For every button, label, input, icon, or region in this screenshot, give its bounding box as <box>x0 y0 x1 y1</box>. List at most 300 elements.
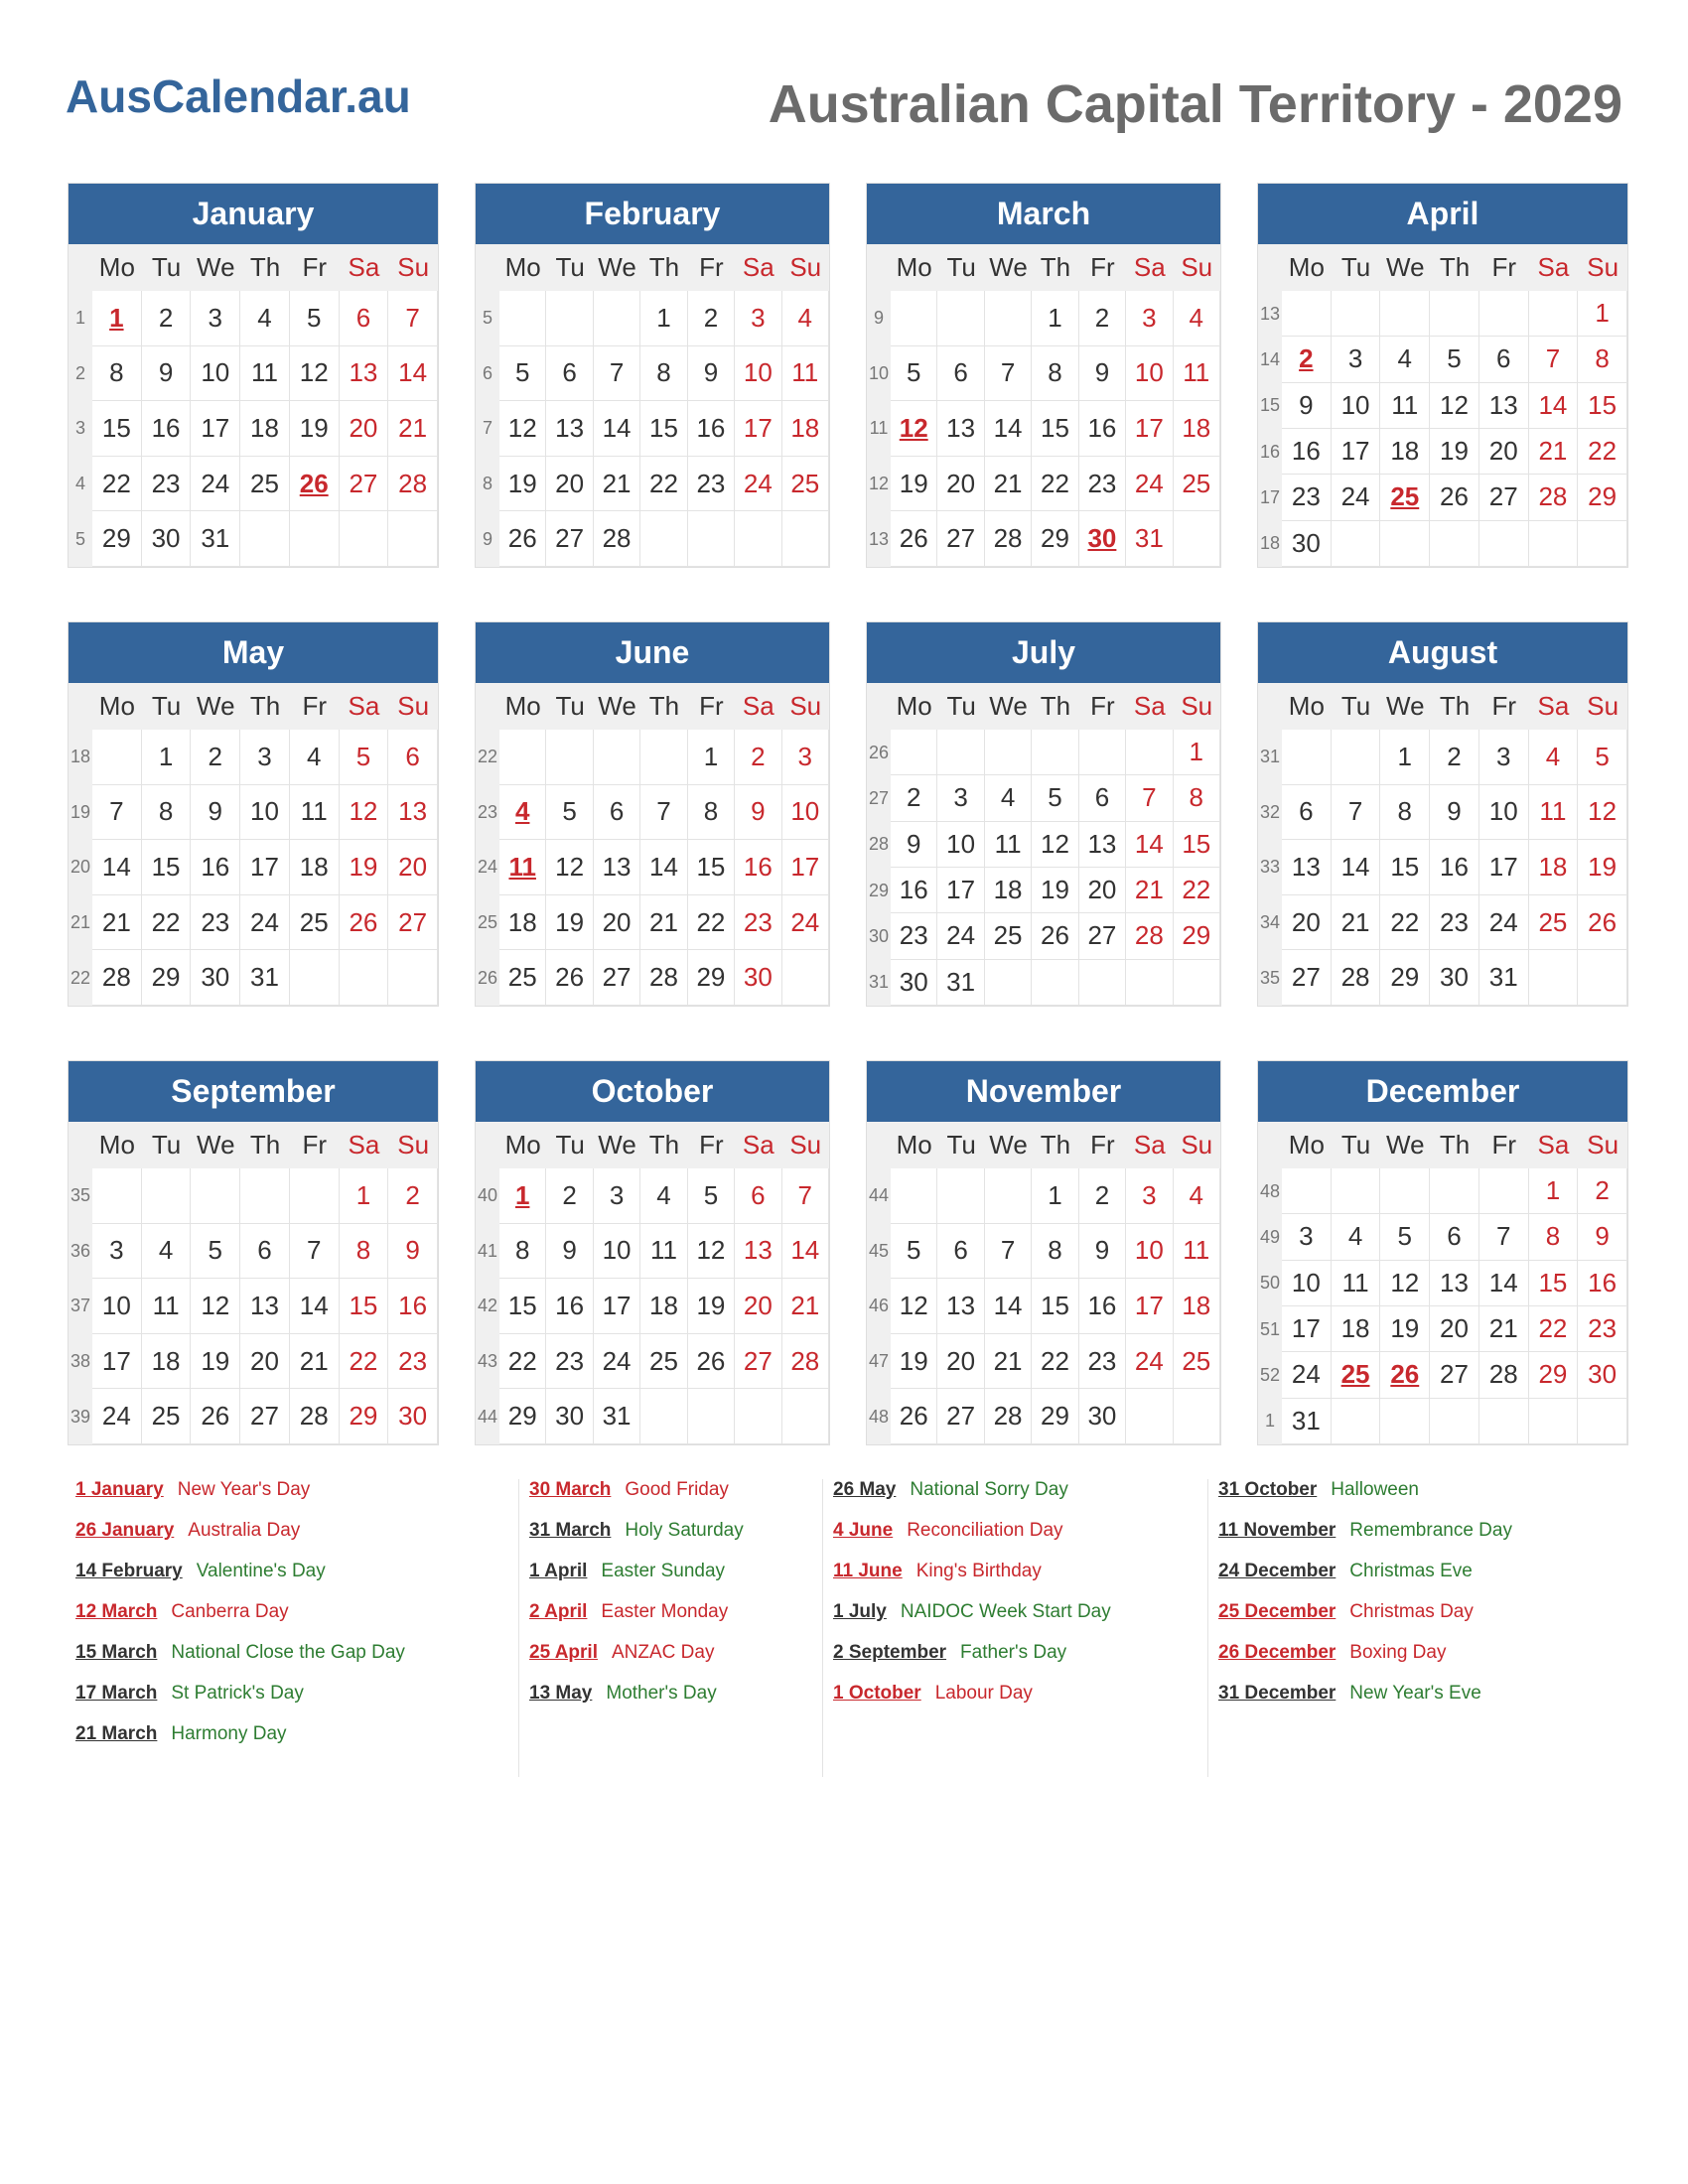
day-cell[interactable]: 22 <box>1578 429 1627 475</box>
day-cell[interactable]: 12 <box>1380 1261 1430 1306</box>
day-cell[interactable]: 10 <box>92 1279 142 1334</box>
day-cell[interactable]: 25 <box>985 913 1032 959</box>
day-cell[interactable]: 6 <box>340 291 389 346</box>
day-cell[interactable]: 5 <box>1430 337 1479 382</box>
holiday-date-link[interactable]: 15 March <box>75 1642 158 1663</box>
day-cell[interactable]: 18 <box>1332 1306 1381 1352</box>
day-cell[interactable]: 5 <box>688 1168 735 1224</box>
day-cell[interactable]: 7 <box>985 1224 1032 1280</box>
day-cell[interactable]: 29 <box>499 1389 546 1444</box>
day-cell[interactable]: 10 <box>1282 1261 1332 1306</box>
day-cell[interactable]: 27 <box>735 1334 781 1390</box>
holiday-date-link[interactable]: 25 April <box>529 1642 598 1663</box>
day-cell[interactable]: 3 <box>1126 291 1173 346</box>
day-cell[interactable]: 15 <box>1578 383 1627 429</box>
day-cell[interactable]: 17 <box>594 1279 640 1334</box>
day-cell[interactable]: 20 <box>546 457 593 512</box>
day-cell[interactable]: 13 <box>937 401 984 457</box>
day-cell[interactable]: 15 <box>1032 401 1078 457</box>
day-cell[interactable]: 18 <box>1174 1279 1220 1334</box>
day-cell[interactable]: 31 <box>594 1389 640 1444</box>
day-cell[interactable]: 31 <box>191 511 240 567</box>
day-cell[interactable]: 9 <box>891 822 937 868</box>
holiday-date-link[interactable]: 26 May <box>833 1479 897 1500</box>
day-cell[interactable]: 21 <box>1479 1306 1529 1352</box>
day-cell[interactable]: 11 <box>142 1279 192 1334</box>
day-cell[interactable]: 30 <box>191 950 240 1006</box>
day-cell[interactable]: 21 <box>985 1334 1032 1390</box>
day-cell[interactable]: 2 <box>142 291 192 346</box>
day-cell[interactable]: 26 <box>499 511 546 567</box>
day-cell[interactable]: 6 <box>937 1224 984 1280</box>
day-cell[interactable]: 5 <box>891 1224 937 1280</box>
day-cell[interactable]: 12 <box>688 1224 735 1280</box>
holiday-date-link[interactable]: 17 March <box>75 1683 158 1704</box>
day-cell[interactable]: 6 <box>1079 775 1126 821</box>
day-cell[interactable]: 16 <box>546 1279 593 1334</box>
day-cell[interactable]: 1 <box>340 1168 389 1224</box>
day-cell[interactable]: 24 <box>1282 1352 1332 1398</box>
day-cell[interactable]: 14 <box>594 401 640 457</box>
day-cell[interactable]: 11 <box>1380 383 1430 429</box>
day-cell[interactable]: 11 <box>290 785 340 841</box>
day-cell[interactable]: 19 <box>1578 840 1627 895</box>
day-cell[interactable]: 25 <box>290 895 340 951</box>
day-cell[interactable]: 13 <box>546 401 593 457</box>
day-cell[interactable]: 9 <box>546 1224 593 1280</box>
day-cell[interactable]: 8 <box>92 346 142 402</box>
day-cell[interactable]: 30 <box>891 960 937 1006</box>
day-cell[interactable]: 2 <box>546 1168 593 1224</box>
holiday-date-link[interactable]: 4 June <box>833 1520 894 1541</box>
day-cell[interactable]: 29 <box>92 511 142 567</box>
day-cell[interactable]: 8 <box>688 785 735 841</box>
day-cell[interactable]: 18 <box>240 401 290 457</box>
day-cell[interactable]: 14 <box>1332 840 1381 895</box>
day-cell[interactable]: 12 <box>546 840 593 895</box>
day-cell[interactable]: 18 <box>499 895 546 951</box>
day-cell[interactable]: 23 <box>1282 475 1332 520</box>
day-cell[interactable]: 7 <box>1126 775 1173 821</box>
day-cell[interactable]: 11 <box>782 346 829 402</box>
day-cell[interactable]: 4 <box>499 785 546 841</box>
day-cell[interactable]: 4 <box>1380 337 1430 382</box>
day-cell[interactable]: 15 <box>142 840 192 895</box>
day-cell[interactable]: 4 <box>1174 1168 1220 1224</box>
holiday-date-link[interactable]: 13 May <box>529 1683 593 1704</box>
day-cell[interactable]: 13 <box>340 346 389 402</box>
day-cell[interactable]: 4 <box>640 1168 687 1224</box>
day-cell[interactable]: 21 <box>594 457 640 512</box>
day-cell[interactable]: 5 <box>340 730 389 785</box>
day-cell[interactable]: 3 <box>782 730 829 785</box>
day-cell[interactable]: 26 <box>1032 913 1078 959</box>
day-cell[interactable]: 26 <box>290 457 340 512</box>
day-cell[interactable]: 30 <box>1430 950 1479 1006</box>
day-cell[interactable]: 5 <box>1578 730 1627 785</box>
day-cell[interactable]: 26 <box>191 1389 240 1444</box>
holiday-date-link[interactable]: 12 March <box>75 1601 158 1622</box>
day-cell[interactable]: 14 <box>985 401 1032 457</box>
day-cell[interactable]: 17 <box>1282 1306 1332 1352</box>
day-cell[interactable]: 31 <box>1479 950 1529 1006</box>
day-cell[interactable]: 15 <box>688 840 735 895</box>
day-cell[interactable]: 3 <box>594 1168 640 1224</box>
day-cell[interactable]: 12 <box>290 346 340 402</box>
day-cell[interactable]: 19 <box>891 1334 937 1390</box>
day-cell[interactable]: 20 <box>1079 868 1126 913</box>
day-cell[interactable]: 27 <box>340 457 389 512</box>
day-cell[interactable]: 14 <box>290 1279 340 1334</box>
day-cell[interactable]: 28 <box>985 1389 1032 1444</box>
day-cell[interactable]: 2 <box>191 730 240 785</box>
day-cell[interactable]: 10 <box>1126 346 1173 402</box>
day-cell[interactable]: 30 <box>142 511 192 567</box>
day-cell[interactable]: 16 <box>1079 1279 1126 1334</box>
day-cell[interactable]: 4 <box>1529 730 1579 785</box>
day-cell[interactable]: 7 <box>640 785 687 841</box>
day-cell[interactable]: 11 <box>1174 1224 1220 1280</box>
day-cell[interactable]: 29 <box>1032 511 1078 567</box>
day-cell[interactable]: 15 <box>1529 1261 1579 1306</box>
day-cell[interactable]: 23 <box>142 457 192 512</box>
day-cell[interactable]: 21 <box>92 895 142 951</box>
day-cell[interactable]: 5 <box>290 291 340 346</box>
day-cell[interactable]: 25 <box>782 457 829 512</box>
holiday-date-link[interactable]: 1 April <box>529 1561 588 1581</box>
day-cell[interactable]: 26 <box>1380 1352 1430 1398</box>
day-cell[interactable]: 8 <box>1529 1214 1579 1260</box>
day-cell[interactable]: 14 <box>1529 383 1579 429</box>
day-cell[interactable]: 20 <box>240 1334 290 1390</box>
day-cell[interactable]: 16 <box>735 840 781 895</box>
day-cell[interactable]: 2 <box>735 730 781 785</box>
day-cell[interactable]: 4 <box>782 291 829 346</box>
day-cell[interactable]: 15 <box>1380 840 1430 895</box>
day-cell[interactable]: 6 <box>240 1224 290 1280</box>
day-cell[interactable]: 21 <box>1332 895 1381 951</box>
day-cell[interactable]: 17 <box>937 868 984 913</box>
day-cell[interactable]: 7 <box>290 1224 340 1280</box>
day-cell[interactable]: 23 <box>1430 895 1479 951</box>
day-cell[interactable]: 26 <box>546 950 593 1006</box>
day-cell[interactable]: 8 <box>1380 785 1430 841</box>
day-cell[interactable]: 28 <box>1529 475 1579 520</box>
day-cell[interactable]: 5 <box>191 1224 240 1280</box>
holiday-date-link[interactable]: 30 March <box>529 1479 612 1500</box>
day-cell[interactable]: 21 <box>1126 868 1173 913</box>
day-cell[interactable]: 22 <box>340 1334 389 1390</box>
day-cell[interactable]: 30 <box>1578 1352 1627 1398</box>
day-cell[interactable]: 12 <box>1430 383 1479 429</box>
day-cell[interactable]: 10 <box>1479 785 1529 841</box>
day-cell[interactable]: 16 <box>1282 429 1332 475</box>
day-cell[interactable]: 27 <box>594 950 640 1006</box>
day-cell[interactable]: 8 <box>1032 1224 1078 1280</box>
day-cell[interactable]: 24 <box>1126 1334 1173 1390</box>
day-cell[interactable]: 15 <box>1032 1279 1078 1334</box>
day-cell[interactable]: 24 <box>92 1389 142 1444</box>
day-cell[interactable]: 3 <box>1282 1214 1332 1260</box>
day-cell[interactable]: 14 <box>782 1224 829 1280</box>
day-cell[interactable]: 4 <box>1332 1214 1381 1260</box>
day-cell[interactable]: 10 <box>191 346 240 402</box>
day-cell[interactable]: 22 <box>1174 868 1220 913</box>
day-cell[interactable]: 13 <box>240 1279 290 1334</box>
day-cell[interactable]: 24 <box>1479 895 1529 951</box>
day-cell[interactable]: 15 <box>499 1279 546 1334</box>
day-cell[interactable]: 11 <box>1529 785 1579 841</box>
day-cell[interactable]: 7 <box>1332 785 1381 841</box>
day-cell[interactable]: 13 <box>594 840 640 895</box>
day-cell[interactable]: 20 <box>735 1279 781 1334</box>
day-cell[interactable]: 9 <box>1578 1214 1627 1260</box>
day-cell[interactable]: 1 <box>640 291 687 346</box>
day-cell[interactable]: 28 <box>594 511 640 567</box>
day-cell[interactable]: 6 <box>546 346 593 402</box>
day-cell[interactable]: 11 <box>1174 346 1220 402</box>
day-cell[interactable]: 29 <box>1174 913 1220 959</box>
holiday-date-link[interactable]: 26 January <box>75 1520 175 1541</box>
day-cell[interactable]: 9 <box>1282 383 1332 429</box>
day-cell[interactable]: 19 <box>1380 1306 1430 1352</box>
day-cell[interactable]: 21 <box>782 1279 829 1334</box>
day-cell[interactable]: 4 <box>290 730 340 785</box>
day-cell[interactable]: 10 <box>782 785 829 841</box>
day-cell[interactable]: 24 <box>240 895 290 951</box>
holiday-date-link[interactable]: 26 December <box>1218 1642 1336 1663</box>
day-cell[interactable]: 13 <box>1282 840 1332 895</box>
day-cell[interactable]: 12 <box>340 785 389 841</box>
day-cell[interactable]: 2 <box>1430 730 1479 785</box>
day-cell[interactable]: 14 <box>640 840 687 895</box>
day-cell[interactable]: 6 <box>1282 785 1332 841</box>
day-cell[interactable]: 2 <box>891 775 937 821</box>
day-cell[interactable]: 18 <box>290 840 340 895</box>
holiday-date-link[interactable]: 31 December <box>1218 1683 1336 1704</box>
day-cell[interactable]: 23 <box>191 895 240 951</box>
day-cell[interactable]: 16 <box>891 868 937 913</box>
day-cell[interactable]: 29 <box>142 950 192 1006</box>
day-cell[interactable]: 23 <box>735 895 781 951</box>
day-cell[interactable]: 24 <box>594 1334 640 1390</box>
day-cell[interactable]: 3 <box>92 1224 142 1280</box>
day-cell[interactable]: 29 <box>688 950 735 1006</box>
day-cell[interactable]: 28 <box>1126 913 1173 959</box>
day-cell[interactable]: 19 <box>1032 868 1078 913</box>
day-cell[interactable]: 30 <box>546 1389 593 1444</box>
day-cell[interactable]: 26 <box>891 1389 937 1444</box>
day-cell[interactable]: 16 <box>191 840 240 895</box>
day-cell[interactable]: 19 <box>891 457 937 512</box>
day-cell[interactable]: 6 <box>1430 1214 1479 1260</box>
day-cell[interactable]: 19 <box>290 401 340 457</box>
day-cell[interactable]: 30 <box>1079 1389 1126 1444</box>
day-cell[interactable]: 3 <box>1479 730 1529 785</box>
day-cell[interactable]: 31 <box>240 950 290 1006</box>
day-cell[interactable]: 20 <box>1479 429 1529 475</box>
day-cell[interactable]: 26 <box>688 1334 735 1390</box>
day-cell[interactable]: 13 <box>1079 822 1126 868</box>
day-cell[interactable]: 14 <box>92 840 142 895</box>
day-cell[interactable]: 26 <box>340 895 389 951</box>
day-cell[interactable]: 20 <box>937 457 984 512</box>
day-cell[interactable]: 25 <box>1174 457 1220 512</box>
day-cell[interactable]: 5 <box>499 346 546 402</box>
day-cell[interactable]: 12 <box>1032 822 1078 868</box>
day-cell[interactable]: 9 <box>688 346 735 402</box>
day-cell[interactable]: 17 <box>1126 401 1173 457</box>
day-cell[interactable]: 8 <box>340 1224 389 1280</box>
day-cell[interactable]: 21 <box>985 457 1032 512</box>
day-cell[interactable]: 6 <box>594 785 640 841</box>
day-cell[interactable]: 10 <box>937 822 984 868</box>
day-cell[interactable]: 22 <box>499 1334 546 1390</box>
day-cell[interactable]: 8 <box>142 785 192 841</box>
day-cell[interactable]: 23 <box>1578 1306 1627 1352</box>
day-cell[interactable]: 22 <box>1380 895 1430 951</box>
day-cell[interactable]: 19 <box>1430 429 1479 475</box>
day-cell[interactable]: 24 <box>735 457 781 512</box>
day-cell[interactable]: 1 <box>92 291 142 346</box>
day-cell[interactable]: 2 <box>1079 1168 1126 1224</box>
day-cell[interactable]: 14 <box>985 1279 1032 1334</box>
day-cell[interactable]: 14 <box>388 346 438 402</box>
day-cell[interactable]: 3 <box>240 730 290 785</box>
day-cell[interactable]: 20 <box>388 840 438 895</box>
day-cell[interactable]: 11 <box>640 1224 687 1280</box>
day-cell[interactable]: 6 <box>735 1168 781 1224</box>
day-cell[interactable]: 29 <box>1380 950 1430 1006</box>
day-cell[interactable]: 30 <box>1282 521 1332 567</box>
day-cell[interactable]: 2 <box>1079 291 1126 346</box>
day-cell[interactable]: 8 <box>1578 337 1627 382</box>
day-cell[interactable]: 3 <box>937 775 984 821</box>
day-cell[interactable]: 22 <box>1032 457 1078 512</box>
day-cell[interactable]: 21 <box>290 1334 340 1390</box>
day-cell[interactable]: 23 <box>1079 457 1126 512</box>
day-cell[interactable]: 31 <box>1282 1399 1332 1444</box>
day-cell[interactable]: 22 <box>688 895 735 951</box>
day-cell[interactable]: 20 <box>340 401 389 457</box>
day-cell[interactable]: 9 <box>1430 785 1479 841</box>
day-cell[interactable]: 1 <box>1032 291 1078 346</box>
day-cell[interactable]: 16 <box>388 1279 438 1334</box>
day-cell[interactable]: 15 <box>640 401 687 457</box>
day-cell[interactable]: 1 <box>142 730 192 785</box>
day-cell[interactable]: 1 <box>1174 730 1220 775</box>
day-cell[interactable]: 9 <box>388 1224 438 1280</box>
day-cell[interactable]: 8 <box>499 1224 546 1280</box>
day-cell[interactable]: 25 <box>499 950 546 1006</box>
day-cell[interactable]: 29 <box>340 1389 389 1444</box>
holiday-date-link[interactable]: 1 July <box>833 1601 887 1622</box>
day-cell[interactable]: 27 <box>937 1389 984 1444</box>
day-cell[interactable]: 9 <box>1079 346 1126 402</box>
site-logo[interactable]: AusCalendar.au <box>66 70 411 122</box>
day-cell[interactable]: 29 <box>1578 475 1627 520</box>
day-cell[interactable]: 8 <box>1174 775 1220 821</box>
day-cell[interactable]: 6 <box>1479 337 1529 382</box>
day-cell[interactable]: 18 <box>985 868 1032 913</box>
day-cell[interactable]: 23 <box>388 1334 438 1390</box>
day-cell[interactable]: 17 <box>1126 1279 1173 1334</box>
day-cell[interactable]: 23 <box>1079 1334 1126 1390</box>
day-cell[interactable]: 12 <box>891 401 937 457</box>
day-cell[interactable]: 29 <box>1529 1352 1579 1398</box>
day-cell[interactable]: 2 <box>1282 337 1332 382</box>
day-cell[interactable]: 9 <box>142 346 192 402</box>
day-cell[interactable]: 7 <box>594 346 640 402</box>
day-cell[interactable]: 6 <box>388 730 438 785</box>
day-cell[interactable]: 17 <box>191 401 240 457</box>
day-cell[interactable]: 31 <box>937 960 984 1006</box>
holiday-date-link[interactable]: 11 June <box>833 1561 903 1581</box>
day-cell[interactable]: 8 <box>640 346 687 402</box>
day-cell[interactable]: 10 <box>735 346 781 402</box>
day-cell[interactable]: 20 <box>1430 1306 1479 1352</box>
day-cell[interactable]: 18 <box>782 401 829 457</box>
day-cell[interactable]: 27 <box>937 511 984 567</box>
day-cell[interactable]: 13 <box>735 1224 781 1280</box>
day-cell[interactable]: 17 <box>1332 429 1381 475</box>
holiday-date-link[interactable]: 21 March <box>75 1723 158 1744</box>
day-cell[interactable]: 12 <box>191 1279 240 1334</box>
holiday-date-link[interactable]: 25 December <box>1218 1601 1336 1622</box>
day-cell[interactable]: 19 <box>688 1279 735 1334</box>
day-cell[interactable]: 16 <box>1578 1261 1627 1306</box>
day-cell[interactable]: 27 <box>1479 475 1529 520</box>
day-cell[interactable]: 25 <box>1529 895 1579 951</box>
day-cell[interactable]: 2 <box>388 1168 438 1224</box>
day-cell[interactable]: 28 <box>640 950 687 1006</box>
day-cell[interactable]: 13 <box>1430 1261 1479 1306</box>
day-cell[interactable]: 21 <box>388 401 438 457</box>
day-cell[interactable]: 31 <box>1126 511 1173 567</box>
day-cell[interactable]: 11 <box>985 822 1032 868</box>
day-cell[interactable]: 18 <box>1380 429 1430 475</box>
day-cell[interactable]: 3 <box>191 291 240 346</box>
day-cell[interactable]: 13 <box>1479 383 1529 429</box>
day-cell[interactable]: 17 <box>782 840 829 895</box>
day-cell[interactable]: 20 <box>1282 895 1332 951</box>
day-cell[interactable]: 1 <box>1578 291 1627 337</box>
day-cell[interactable]: 20 <box>594 895 640 951</box>
day-cell[interactable]: 1 <box>1032 1168 1078 1224</box>
holiday-date-link[interactable]: 11 November <box>1218 1520 1336 1541</box>
day-cell[interactable]: 7 <box>985 346 1032 402</box>
holiday-date-link[interactable]: 1 January <box>75 1479 164 1500</box>
day-cell[interactable]: 22 <box>640 457 687 512</box>
day-cell[interactable]: 9 <box>191 785 240 841</box>
day-cell[interactable]: 15 <box>1174 822 1220 868</box>
day-cell[interactable]: 15 <box>92 401 142 457</box>
day-cell[interactable]: 28 <box>388 457 438 512</box>
day-cell[interactable]: 22 <box>92 457 142 512</box>
day-cell[interactable]: 15 <box>340 1279 389 1334</box>
day-cell[interactable]: 18 <box>1174 401 1220 457</box>
day-cell[interactable]: 17 <box>92 1334 142 1390</box>
holiday-date-link[interactable]: 2 September <box>833 1642 947 1663</box>
day-cell[interactable]: 8 <box>1032 346 1078 402</box>
day-cell[interactable]: 25 <box>1332 1352 1381 1398</box>
day-cell[interactable]: 24 <box>191 457 240 512</box>
holiday-date-link[interactable]: 24 December <box>1218 1561 1336 1581</box>
day-cell[interactable]: 2 <box>688 291 735 346</box>
day-cell[interactable]: 1 <box>499 1168 546 1224</box>
day-cell[interactable]: 4 <box>1174 291 1220 346</box>
day-cell[interactable]: 25 <box>640 1334 687 1390</box>
